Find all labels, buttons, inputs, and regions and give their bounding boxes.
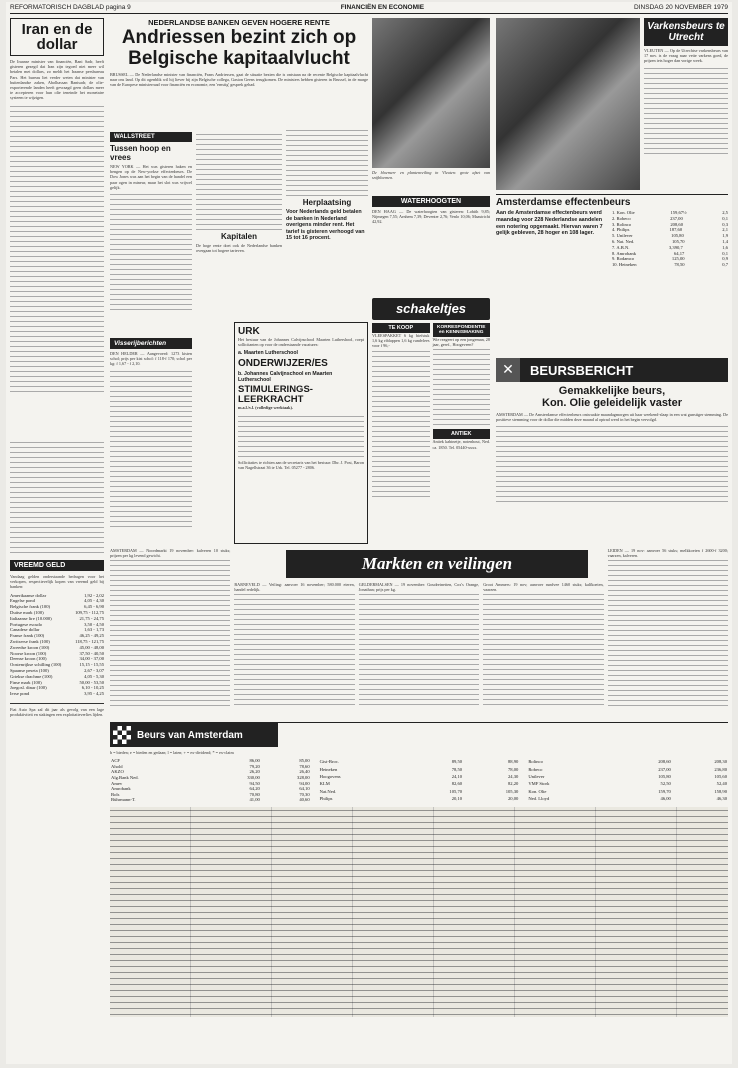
beurs-cell-a: 86,00 [249, 758, 260, 764]
currency-rate: 2,67 - 3,07 [84, 667, 104, 673]
beurs-cell-n: Robeco [528, 766, 543, 772]
vreemd-geld-filler-top [10, 440, 104, 556]
currency-rate: 6,45 - 6,90 [84, 604, 104, 610]
beurs-row [319, 781, 520, 788]
urk-body: Het bestuur van de Johannes Calvijnschool Maarten Luthershool, roept sollicitanten op voor de onderstaande vacatures: [238, 337, 364, 348]
currency-rate: 3,95 - 4,25 [84, 691, 104, 697]
photo-image [372, 18, 490, 168]
urk-advertisement [234, 322, 368, 544]
kapitalen-body: De hoge rente doet ook de Nederlandse banken overgaan tot hogere tarieven. [196, 243, 282, 254]
varkensbeurs-photo [496, 18, 640, 190]
vreemd-geld-row [10, 691, 104, 697]
ranking-row [612, 262, 728, 268]
urk-detail: m.a.l./v.l. (volledige werktaak). [238, 405, 293, 411]
beurs-cell-b: 64,10 [299, 786, 310, 792]
urk-onderwijzer: ONDERWIJZER/ES [238, 358, 328, 370]
currency-label: Portugese escudo [10, 621, 43, 627]
iran-title: Iran en de dollar [21, 21, 93, 53]
currency-label: Italiaanse lire (10.000) [10, 615, 52, 621]
beurs-row [527, 788, 728, 795]
beurs-van-amsterdam-block [110, 722, 728, 1060]
beurs-table-left [110, 758, 311, 803]
ranking-d: 2,1 [722, 227, 728, 233]
beurs-cell-b: 20,00 [507, 796, 519, 802]
currency-label: Finse mark (100) [10, 679, 42, 685]
currency-rate: 45,00 - 48,00 [79, 644, 104, 650]
beurs-cell-n: Bührmann-T. [111, 797, 136, 803]
beurs-cell-b: 70,30 [299, 791, 310, 797]
currency-rate: 4,05 - 5,30 [84, 673, 104, 679]
beurs-cell-a: 24,10 [451, 774, 463, 780]
herplaatsing-col [286, 128, 368, 318]
urk-filler [238, 414, 364, 458]
ranking-d: 1,6 [722, 244, 728, 250]
beurs-row [527, 781, 728, 788]
ranking-label: 5. Unilever [612, 233, 633, 239]
ranking-d: 0,1 [722, 215, 728, 221]
beursbericht-block [496, 358, 728, 544]
x-cross-logo-icon: ✕ [496, 358, 520, 382]
ranking-v: 78,50 [674, 262, 685, 268]
beursbericht-body: AMSTERDAM — De Amsterdamse effectenbeurs ontwaakte maandagmorgen uit haar weekend-slaap in een wat gunstiger stemming. De positieve stemming voor de dollar die midden deze maand al optrad werd in het begin vervolgd. [496, 412, 728, 423]
beurs-row [319, 795, 520, 802]
wallstreet-label: WALLSTREET [110, 132, 192, 142]
beurs-cell-n: Hoogovens [319, 774, 341, 780]
amsterdamse-ranking [612, 210, 728, 268]
ranking-d: 0,9 [722, 256, 728, 262]
schakeltjes-col-te-koop [372, 323, 430, 499]
beurs-cell-a: 105,70 [449, 788, 463, 794]
beurs-header [110, 723, 278, 747]
beurs-legend: b = bieden; e = bieden en gedaan; l = laten; + = ex-dividend; * = ex-claim [110, 750, 234, 755]
currency-label: Ierse pond [10, 691, 30, 697]
beurs-cell-a: 330,00 [247, 774, 260, 780]
ranking-v: 187,60 [669, 227, 683, 233]
urk-footer: Sollicitaties te richten aan de secretaris van het bestuur: Dhr. J. Post, Baron van Nagellstraat 36 te Urk. Tel. 05277 - 2806. [238, 459, 364, 470]
schakeltjes-title: schakeltjes [395, 301, 467, 316]
beurs-cell-b: 24,30 [507, 774, 519, 780]
currency-label: Engelse pond [10, 598, 35, 604]
ranking-v: 208,60 [670, 221, 684, 227]
vreemd-geld-table [10, 593, 104, 697]
beurs-cell-a: 105,80 [658, 774, 671, 780]
beursbericht-title: BEURSBERICHT [530, 362, 634, 378]
running-head-right: DINSDAG 20 NOVEMBER 1979 [634, 4, 728, 11]
amsterdamse-body: Aan de Amsterdamse effectenbeurs werd maandag voor 228 Nederlandse aandelen een notering opgemaakt. Hiervan waren 7 gelijk gebleven, 28 hoger en 108 lager. [496, 210, 603, 237]
beurs-cell-n: KLM [319, 781, 330, 787]
beurs-row [527, 758, 728, 765]
headline-title-2: Belgische kapitaalvlucht [128, 48, 350, 69]
beurs-cell-a: 70,80 [249, 791, 260, 797]
ranking-d: 0,7 [722, 262, 728, 268]
ranking-label: 3. Rolinco [612, 221, 632, 227]
beurs-cell-a: 52,50 [660, 781, 671, 787]
antiek-head: ANTIEK [433, 429, 491, 439]
beurs-cell-b: 78,60 [299, 763, 310, 769]
visserij-label: Visserijberichten [110, 338, 192, 349]
beurs-cell-b: 105,60 [714, 774, 727, 780]
ranking-label: 10. Heineken [612, 262, 637, 268]
ranking-v: 125,00 [671, 256, 685, 262]
currency-rate: 109,75 - 112,75 [75, 610, 104, 615]
iran-column [10, 18, 104, 438]
beurs-cell-b: 52,40 [716, 781, 727, 787]
visserij-block [110, 338, 192, 548]
vreemd-geld-intro: Vandaag gelden onderstaande bedragen voor het verkopen, respectievelijk kopen van vreemd geld bij banken: [10, 574, 104, 590]
beurs-cell-a: 78,50 [451, 766, 463, 772]
beurs-cell-a: 94,50 [249, 780, 260, 786]
iran-filler-lines [10, 104, 104, 394]
photo-caption: De bloemen- en plantenveiling in Vleuten: grote afzet van snijbloemen. [372, 170, 490, 181]
utrecht-title: Varkensbeurs te Utrecht [647, 21, 725, 43]
flower-auction-photo [372, 18, 490, 192]
ranking-v: 159,67½ [670, 210, 687, 215]
beurs-cell-b: 94,00 [299, 780, 310, 786]
currency-rate: 1,92 - 2,02 [84, 592, 104, 598]
currency-rate: 1,63 - 1,73 [84, 627, 104, 633]
beurs-cell-n: Heineken [319, 766, 338, 772]
waterhoogten-block [372, 196, 490, 292]
ranking-label: 2. Robeco [612, 215, 631, 221]
schakeltjes-block [372, 298, 490, 544]
beursbericht-sub-1: Gemakkelijke beurs, [558, 385, 666, 397]
iran-title-box [10, 18, 104, 56]
ranking-d: 1,4 [722, 238, 728, 244]
currency-rate: 46,25 - 49,25 [79, 633, 104, 639]
te-koop-body: VLEESPAKKET 6 kg biefstuk 1,6 kg riblappen 1,6 kg rundvlees voor f 96,- [372, 333, 430, 349]
ranking-label: 4. Philips [612, 227, 630, 233]
beurs-cell-a: 64,20 [249, 786, 260, 792]
currency-rate: 15,15 - 15,55 [79, 662, 104, 668]
currency-label: Oostenrijkse schilling (100) [10, 662, 62, 668]
beurs-cell-a: 208,60 [658, 759, 671, 765]
beurs-cell-n: Ahold [111, 763, 123, 769]
currency-label: Franse frank (100) [10, 633, 45, 639]
beurs-cell-b: 208,30 [714, 759, 727, 765]
waterhoogten-body: DEN HAAG — De waterhoogten van gisteren: Lobith 9,85; Nijmegen 7,55; Arnhem 7,39; Deventer 2,76; Venlo 10,06; Maastricht 42,92. [372, 209, 490, 225]
newspaper-page [6, 2, 732, 1064]
beurs-table-mid [319, 758, 520, 803]
beurs-row [319, 773, 520, 780]
beurs-row [527, 795, 728, 802]
markten-col-3: GELDERMALSEN — 19 november: Goudreinetten, Cox's Orange, Jonathan; prijs per kg. [359, 548, 479, 718]
beurs-cell-n: Bols [111, 791, 120, 797]
beurs-row [527, 766, 728, 773]
currency-label: Spaanse peseta (100) [10, 667, 49, 673]
wallstreet-body: NEW YORK — Het was gisteren haken en bengen op de New-yorkse effectenbeurs. De Dow Jones was aan het begin van de handel een paar ogen in mineur, maar het slot was vrijwel gelijk. [110, 164, 192, 190]
beurs-cell-b: 328,00 [297, 774, 310, 780]
currency-label: Amerikaanse dollar [10, 592, 47, 598]
beurs-filler [110, 807, 728, 1017]
beursbericht-filler [496, 424, 728, 506]
ranking-d: 1,9 [722, 233, 728, 239]
currency-rate: 6,10 - 10,25 [81, 685, 104, 691]
beurs-cell-b: 26,40 [299, 769, 310, 775]
beurs-row [319, 766, 520, 773]
herplaatsing-lead: Voor Nederlands geld betalen de banken in Nederland overigens minder rent. Het tarief is gisteren verhoogd van 15 tot 16 procent. [286, 209, 365, 242]
vreemd-geld-title: VREEMD GELD [10, 560, 104, 571]
amsterdamse-title: Amsterdamse effectenbeurs [496, 197, 631, 208]
markten-col-1: AMSTERDAM — Noordmarkt 19 november: kalveren 10 stuks; prijzen per kg levend gewicht. [110, 548, 230, 718]
beurs-cell-n: AKZO [111, 769, 124, 775]
ranking-label: 7. A.B.N. [612, 244, 630, 250]
utrecht-body: VLEUTEN — Op de Utrechtse varkensbeurs van 17 nov. is de vraag naar vette varkens goed, de prijzen iets hoger dan vorige week. [644, 48, 728, 64]
beurs-cell-b: 46,30 [716, 796, 727, 802]
ranking-d: 0,3 [722, 221, 728, 227]
wallstreet-block [110, 132, 192, 332]
vreemd-geld-footer: Fiat Auto Spa zal dit jaar als gevolg van een lage produktiviteit en stakingen een exploitatieverlies lijden. [10, 703, 104, 717]
herplaatsing-lines [286, 128, 368, 196]
wallstreet-filler [110, 192, 192, 312]
beurs-cell-n: Ned. Lloyd [528, 796, 550, 802]
beurs-cell-a: 237,00 [658, 766, 671, 772]
beurs-row [110, 797, 311, 803]
headline-title-1: Andriessen bezint zich op [121, 27, 357, 48]
markten-col-2: BARNEVELD — Veiling: aanvoer 16 november; 580.000 eieren, handel redelijk. [234, 548, 354, 718]
schakeltjes-banner [372, 298, 490, 320]
beurs-cell-a: 41,00 [249, 797, 260, 803]
beurs-cell-n: Amrobank [111, 786, 131, 792]
beurs-title: Beurs van Amsterdam [137, 729, 243, 741]
currency-label: Noorse kroon (100) [10, 650, 47, 656]
ranking-v: 237,00 [670, 215, 683, 221]
currency-label: Zweedse kroon (100) [10, 644, 50, 650]
ranking-label: 6. Nat. Ned. [612, 238, 635, 244]
beurs-row [319, 758, 520, 765]
beurs-cell-n: Philips [319, 796, 333, 802]
ranking-v: 64,17 [673, 250, 685, 256]
visserij-body: DEN HELDER — Aangevoerd: 1273 kisten schol; prijs per kist schol: f 118-f 170; schol per kg: f 1,67 - f 2,10. [110, 351, 192, 367]
amsterdamse-effectenbeurs-block [496, 194, 728, 354]
currency-rate: 37,50 - 40,50 [79, 650, 104, 656]
ranking-v: 105,80 [671, 233, 684, 239]
beurs-cell-a: 79,20 [249, 763, 260, 769]
beurs-cell-b: 40,60 [299, 797, 310, 803]
currency-label: Joegosl. dinar (100) [10, 685, 47, 691]
utrecht-title-box [644, 18, 728, 46]
beurs-table-right [527, 758, 728, 803]
te-koop-head: TE KOOP [372, 323, 430, 333]
beurs-cell-b: 82,20 [507, 781, 519, 787]
utrecht-filler [644, 66, 728, 156]
iran-body: De Iraanse minister van financiën, Bani Sadr, heeft gisteren gezegd dat Iran zijn tegoed niet meer wil betalen met dollars, zo meldt het Iraanse persbureau Pars. Het bureau liet verder weten dat minister van buitenlandse zaken, Abolhassan Banisadr, de olie-exporterende landen heeft gevraagd geen dollars meer te accepteren voor hun olie teneinde het monetaire systeem te wijzigen. [10, 59, 104, 101]
currency-label: Belgische frank (100) [10, 604, 51, 610]
currency-rate: 3,50 - 4,50 [84, 621, 104, 627]
currency-rate: 21,75 - 24,75 [79, 615, 104, 621]
markten-title: Markten en veilingen [361, 554, 513, 573]
beursbericht-sub-2: Kon. Olie geleidelijk vaster [542, 397, 682, 409]
running-head-center: FINANCIËN EN ECONOMIE [340, 4, 425, 11]
currency-label: Duitse mark (100) [10, 610, 44, 615]
beurs-cell-n: Gist-Broc. [319, 759, 339, 765]
currency-label: Zwitserse frank (100) [10, 638, 50, 644]
currency-rate: 34,00 - 37,00 [79, 656, 104, 662]
andriessen-col-2 [196, 132, 282, 312]
currency-rate: 50,00 - 53,50 [79, 679, 104, 685]
beurs-cell-a: 82,60 [451, 781, 463, 787]
running-head [10, 4, 728, 14]
beurs-cell-b: 85,00 [299, 758, 310, 764]
headline-body: BRUSSEL — De Nederlandse minister van financiën, Frans Andriessen, gaat de situatie bezien die is ontstaan na de recente Belgische kapitaalvlucht naar ons land. Op dit ogenblik wil hij liever bij zijn Belgische collega, Gaston Geens terugkomen. De ministers hebben gisteren in Brussel, in de marge van de Europese ministerraad voor financiën en economie, een 'ernstig' gesprek gehad. [110, 72, 368, 88]
beurs-cell-b: 236,80 [714, 766, 727, 772]
currency-label: Deense kroon (100) [10, 656, 47, 662]
korrespondentie-body: Wie reageert op een jongeman, 28 jaar, geref., Hoogeveen? [432, 337, 490, 348]
beurs-cell-n: Unilever [528, 774, 545, 780]
beurs-cell-n: VMF Stork [528, 781, 550, 787]
beurs-cell-a: 159,70 [658, 788, 671, 794]
beurs-cell-a: 89,50 [451, 759, 463, 765]
beurs-cell-a: 26,20 [249, 769, 260, 775]
beurs-cell-n: ACF [111, 758, 120, 764]
schakeltjes-col-korrespondentie [433, 323, 491, 499]
running-head-left: REFORMATORISCH DAGBLAD pagina 9 [10, 4, 131, 11]
ranking-label: 8. Amrobank [612, 250, 636, 256]
markten-columns [110, 548, 728, 718]
andriessen-col2-lines [196, 132, 282, 230]
beurs-cell-b: 78,00 [507, 766, 519, 772]
beurs-cell-b: 105,30 [505, 788, 519, 794]
urk-item-b: b. Johannes Calvijnschool en Maarten Lutherschool [238, 371, 333, 384]
herplaatsing-title: Herplaatsing [302, 198, 352, 207]
beurs-cell-a: 46,00 [660, 796, 671, 802]
waterhoogten-title: WATERHOOGTEN [372, 196, 490, 207]
currency-label: Griekse drachme (100) [10, 673, 53, 679]
beurs-cell-b: 158,90 [714, 788, 727, 794]
beurs-cell-n: Nat.Ned. [319, 788, 337, 794]
beursbericht-banner [496, 358, 728, 382]
beurs-cell-b: 88,90 [507, 759, 519, 765]
currency-label: Canadese dollar [10, 627, 40, 633]
ranking-d: 0,1 [722, 250, 728, 256]
varkensbeurs-block [496, 18, 728, 190]
ranking-label: 9. Rodamco [612, 256, 635, 262]
vreemd-geld-column [10, 440, 104, 1060]
ranking-v: 105,70 [671, 238, 685, 244]
checker-logo-icon [113, 726, 131, 744]
beurs-row [319, 788, 520, 795]
headline-kicker: NEDERLANDSE BANKEN GEVEN HOGERE RENTE [148, 18, 330, 27]
markten-col-4: Groot Ammers: 19 nov; aanvoer rundvee 1460 stuks; kalfkoeien, vaarzen. [483, 548, 603, 718]
urk-stimulering: STIMULERINGS-LEERKRACHT [238, 384, 313, 406]
wallstreet-title: Tussen hoop en vrees [110, 144, 171, 162]
beurs-cell-n: Kon. Olie [528, 788, 547, 794]
beurs-cell-n: Alg.Bank Ned. [111, 774, 139, 780]
urk-title: URK [238, 326, 260, 337]
headline-block [110, 18, 368, 128]
visserij-filler [110, 369, 192, 529]
beurs-row [527, 773, 728, 780]
kapitalen-title: Kapitalen [220, 232, 257, 241]
beurs-cell-a: 20,10 [451, 796, 463, 802]
beurs-cell-n: Rolinco [528, 759, 543, 765]
ranking-label: 1. Kon. Olie [612, 210, 635, 215]
currency-rate: 118,75 - 121,75 [75, 638, 104, 644]
urk-item-a: a. Maarten Lutherschool [238, 350, 298, 357]
currency-rate: 4,05 - 4,30 [84, 598, 104, 604]
beurs-cell-n: Amev [111, 780, 123, 786]
ranking-v: 3,390,7 [668, 244, 683, 250]
ranking-d: 2,5 [722, 210, 728, 215]
korrespondentie-head: KORRESPONDENTIE en KENNISMAKING [433, 323, 491, 337]
markten-col-5: LEIDEN — 19 nov: aanvoer 56 stuks; melkkoeien f 2600-f 3200; vaarzen, kalveren. [608, 548, 728, 718]
antiek-body: Antiek kabinetje, notenhout, Ned. ca. 1850. Tel. 05440-xxxx. [432, 439, 490, 450]
